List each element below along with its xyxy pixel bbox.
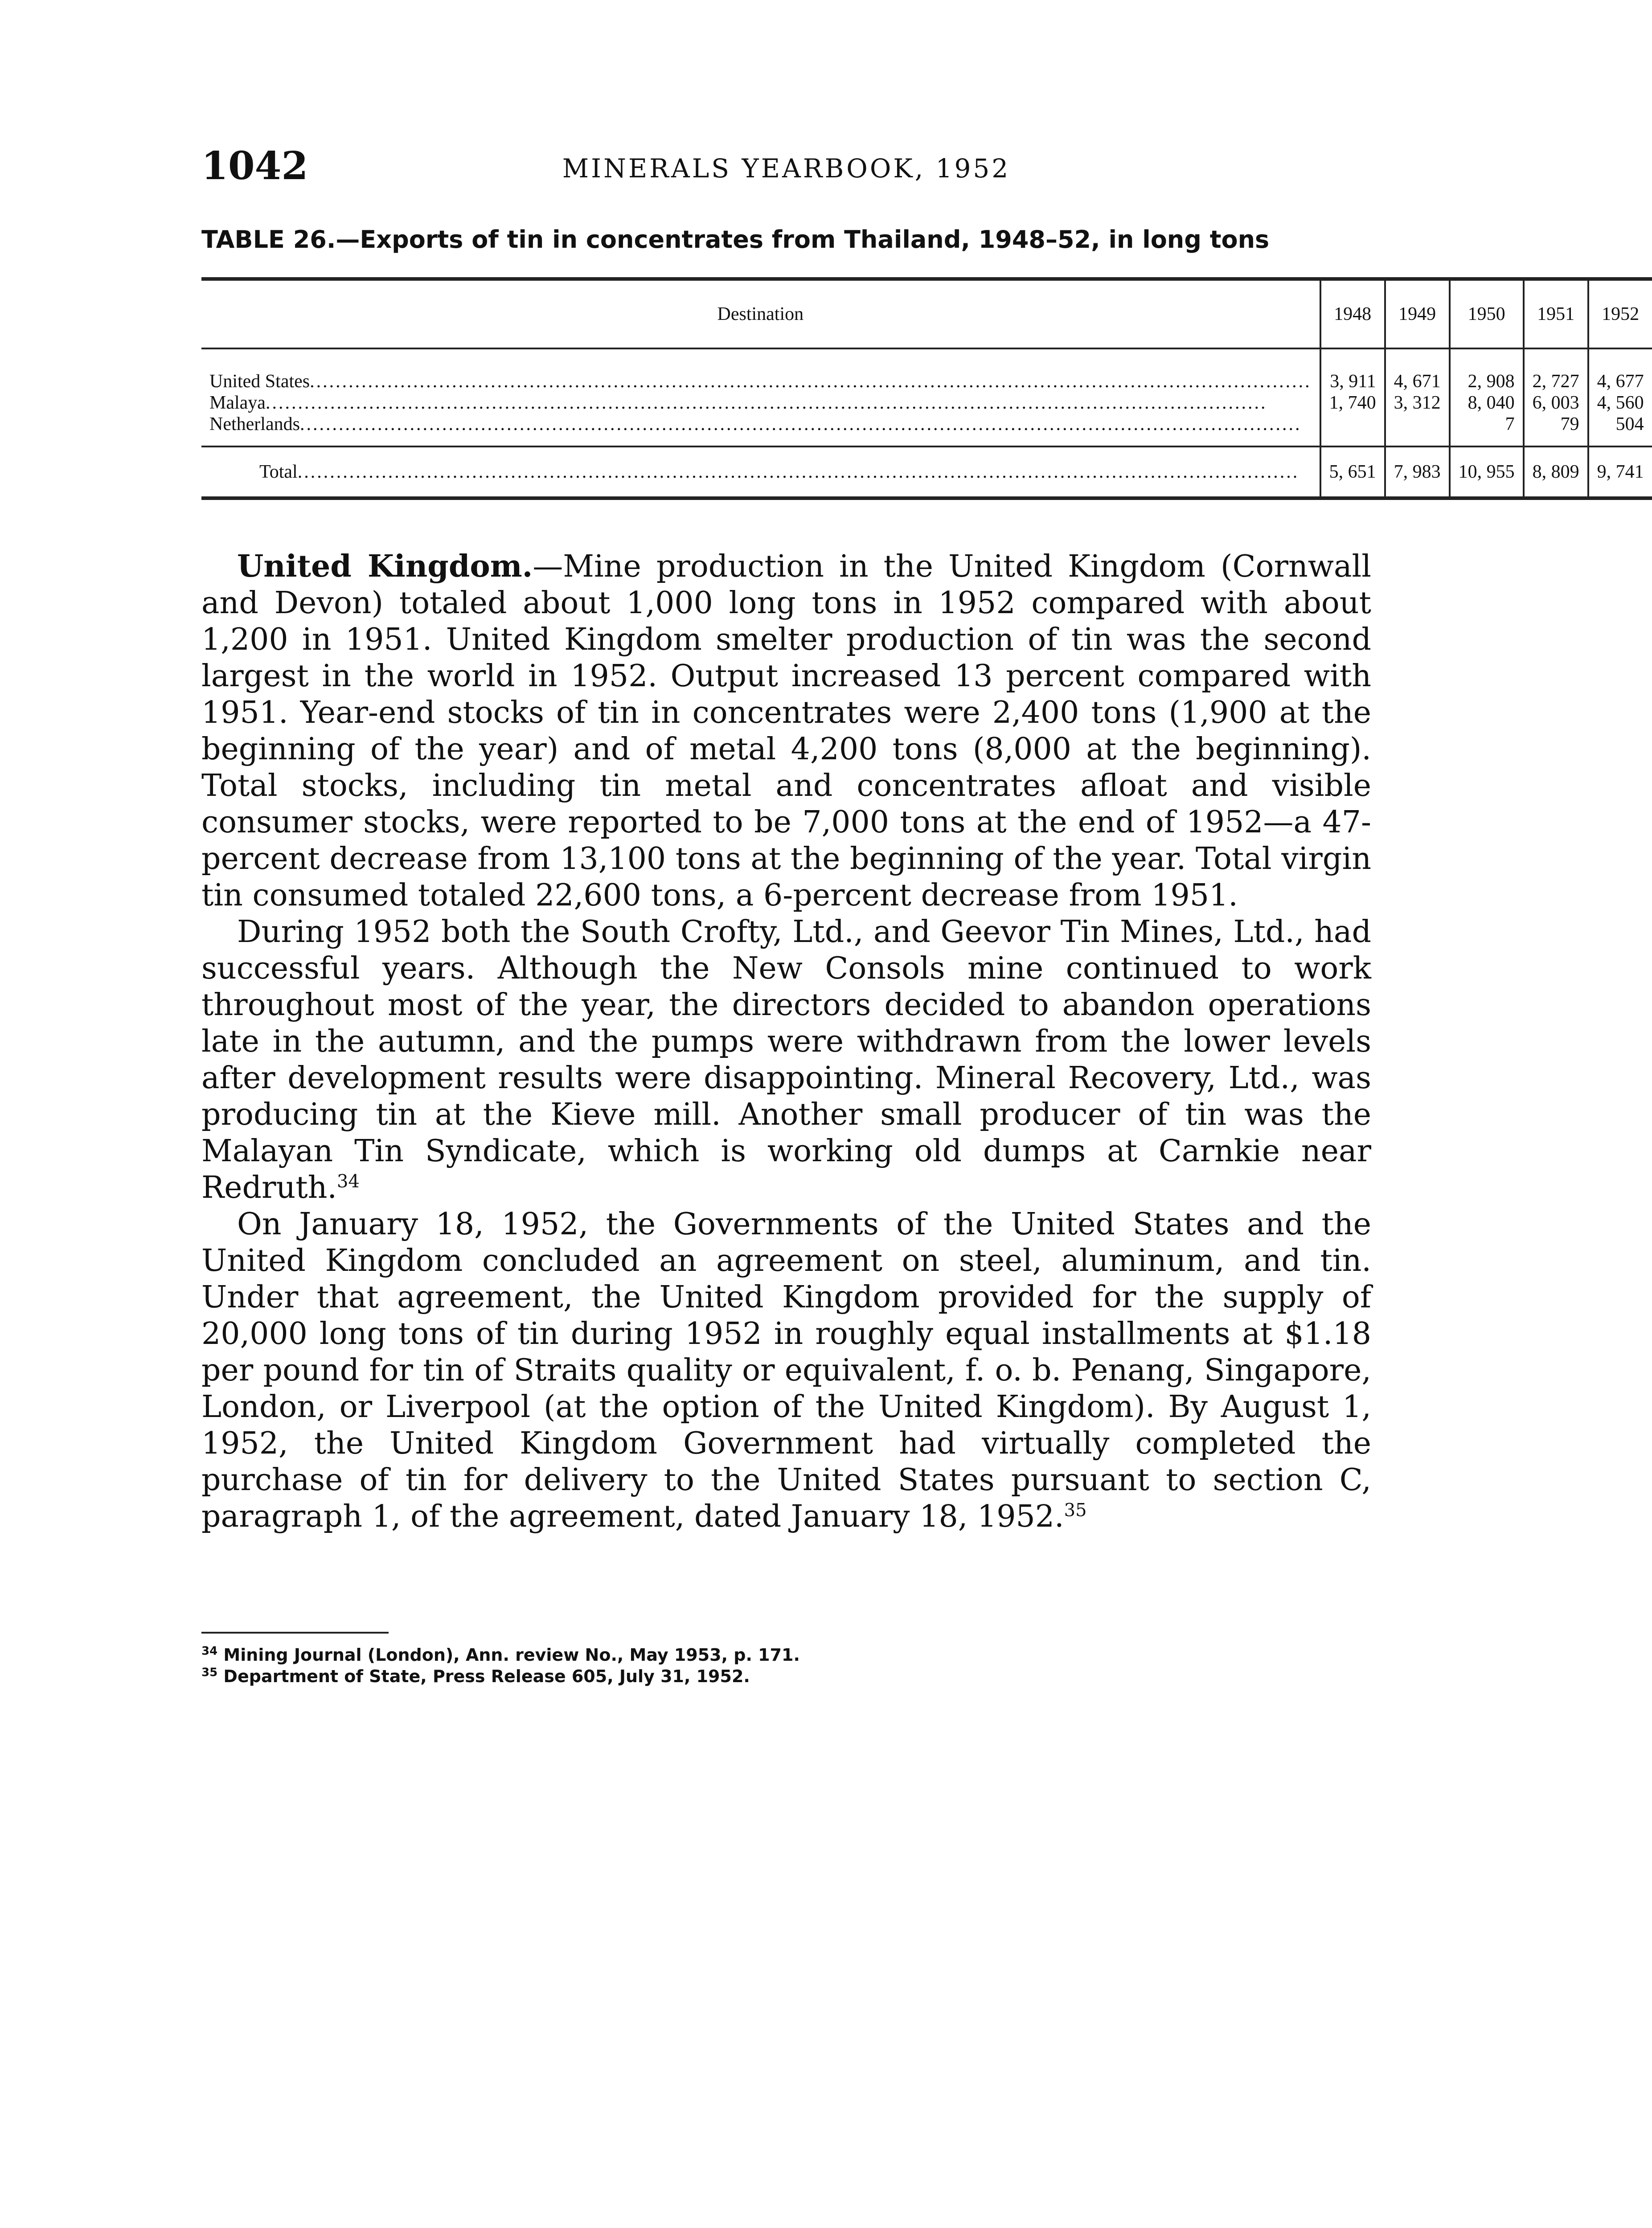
table-row — [201, 392, 1652, 414]
total-cell: 10, 955 — [1450, 446, 1524, 498]
paragraph — [201, 548, 1371, 914]
table-cell: 4, 671 — [1385, 348, 1450, 392]
paragraph — [201, 914, 1371, 1206]
footnote-mark: 35 — [201, 1666, 218, 1679]
column-header: Destination — [201, 279, 1320, 348]
running-title: MINERALS YEARBOOK, 1952 — [562, 153, 1011, 184]
row-label: Netherlands ..... — [201, 414, 1320, 446]
total-label: Total ..... — [201, 446, 1320, 498]
total-cell: 5, 651 — [1320, 446, 1385, 498]
table-cell: 1, 740 — [1320, 392, 1385, 414]
column-header: 1948 — [1320, 279, 1385, 348]
total-cell: 7, 983 — [1385, 446, 1450, 498]
footnote-ref: 35 — [1064, 1500, 1087, 1521]
table-cell — [1320, 414, 1385, 446]
page-header — [201, 143, 1371, 192]
table-cell: 3, 312 — [1385, 392, 1450, 414]
table-cell: 6, 003 — [1524, 392, 1588, 414]
table-cell: 7 — [1450, 414, 1524, 446]
table-cell: 4, 677 — [1588, 348, 1652, 392]
footnote-text: Mining Journal (London), Ann. review No., May 1953, p. 171. — [223, 1645, 800, 1665]
table-row — [201, 348, 1652, 392]
table-caption: TABLE 26.—Exports of tin in concentrates from Thailand, 1948–52, in long tons — [201, 225, 1270, 254]
row-label: Malaya ..... — [201, 392, 1320, 414]
table-cell: 3, 911 — [1320, 348, 1385, 392]
page-number: 1042 — [201, 143, 308, 188]
footnotes — [201, 1644, 1371, 1687]
footnote-mark: 34 — [201, 1644, 218, 1658]
table-row — [201, 414, 1652, 446]
table-cell: 504 — [1588, 414, 1652, 446]
table-cell: 79 — [1524, 414, 1588, 446]
paragraph-text: —Mine production in the United Kingdom (Cornwall and Devon) totaled about 1,000 long tons in 1952 compared with about 1,200 in 1951. United Kingdom smelter production of tin was the second largest in the world in 1952. Output increased 13 percent compared with 1951. Year-end stocks of tin in concentrates were 2,400 tons (1,900 at the beginning of the year) and of metal 4,200 tons (8,000 at the beginning). Total stocks, including tin metal and concentrates afloat and visible consumer stocks, were reported to be 7,000 tons at the end of 1952—a 47-percent decrease from 13,100 tons at the beginning of the year. Total virgin tin consumed totaled 22,600 tons, a 6-percent decrease from 1951. — [201, 549, 1371, 913]
footnote — [201, 1644, 1371, 1666]
table-cell: 2, 727 — [1524, 348, 1588, 392]
total-cell: 8, 809 — [1524, 446, 1588, 498]
paragraph-text: On January 18, 1952, the Governments of the United States and the United Kingdom concluded an agreement on steel, aluminum, and tin. Under that agreement, the United Kingdom provided for the supply of 20,000 long tons of tin during 1952 in roughly equal installments at $1.18 per pound for tin of Straits quality or equivalent, f. o. b. Penang, Singapore, London, or Liverpool (at the option of the United Kingdom). By August 1, 1952, the United Kingdom Government had virtually completed the purchase of tin for delivery to the United States pursuant to section C, paragraph 1, of the agreement, dated January 18, 1952. — [201, 1207, 1371, 1534]
paragraph — [201, 1206, 1371, 1535]
table-cell: 2, 908 — [1450, 348, 1524, 392]
table-cell — [1385, 414, 1450, 446]
total-cell: 9, 741 — [1588, 446, 1652, 498]
body-text — [201, 548, 1371, 1535]
total-row — [201, 446, 1652, 498]
footnote — [201, 1666, 1371, 1687]
exports-table — [201, 277, 1644, 500]
row-label: United States ..... — [201, 348, 1320, 392]
paragraph-text: During 1952 both the South Crofty, Ltd., and Geevor Tin Mines, Ltd., had successful years. Although the New Consols mine continued to work throughout most of the year, the directors decided to abandon operations late in the autumn, and the pumps were withdrawn from the lower levels after development results were disappointing. Mineral Recovery, Ltd., was producing tin at the Kieve mill. Another small producer of tin was the Malayan Tin Syndicate, which is working old dumps at Carnkie near Redruth. — [201, 914, 1371, 1205]
column-header: 1950 — [1450, 279, 1524, 348]
column-header: 1952 — [1588, 279, 1652, 348]
footnote-ref: 34 — [337, 1171, 360, 1192]
column-header: 1949 — [1385, 279, 1450, 348]
footnote-divider — [201, 1632, 389, 1634]
table-header-row — [201, 279, 1652, 348]
section-run-in-heading: United Kingdom. — [237, 549, 533, 584]
footnote-text: Department of State, Press Release 605, July 31, 1952. — [223, 1667, 750, 1686]
column-header: 1951 — [1524, 279, 1588, 348]
table-cell: 4, 560 — [1588, 392, 1652, 414]
table-cell: 8, 040 — [1450, 392, 1524, 414]
